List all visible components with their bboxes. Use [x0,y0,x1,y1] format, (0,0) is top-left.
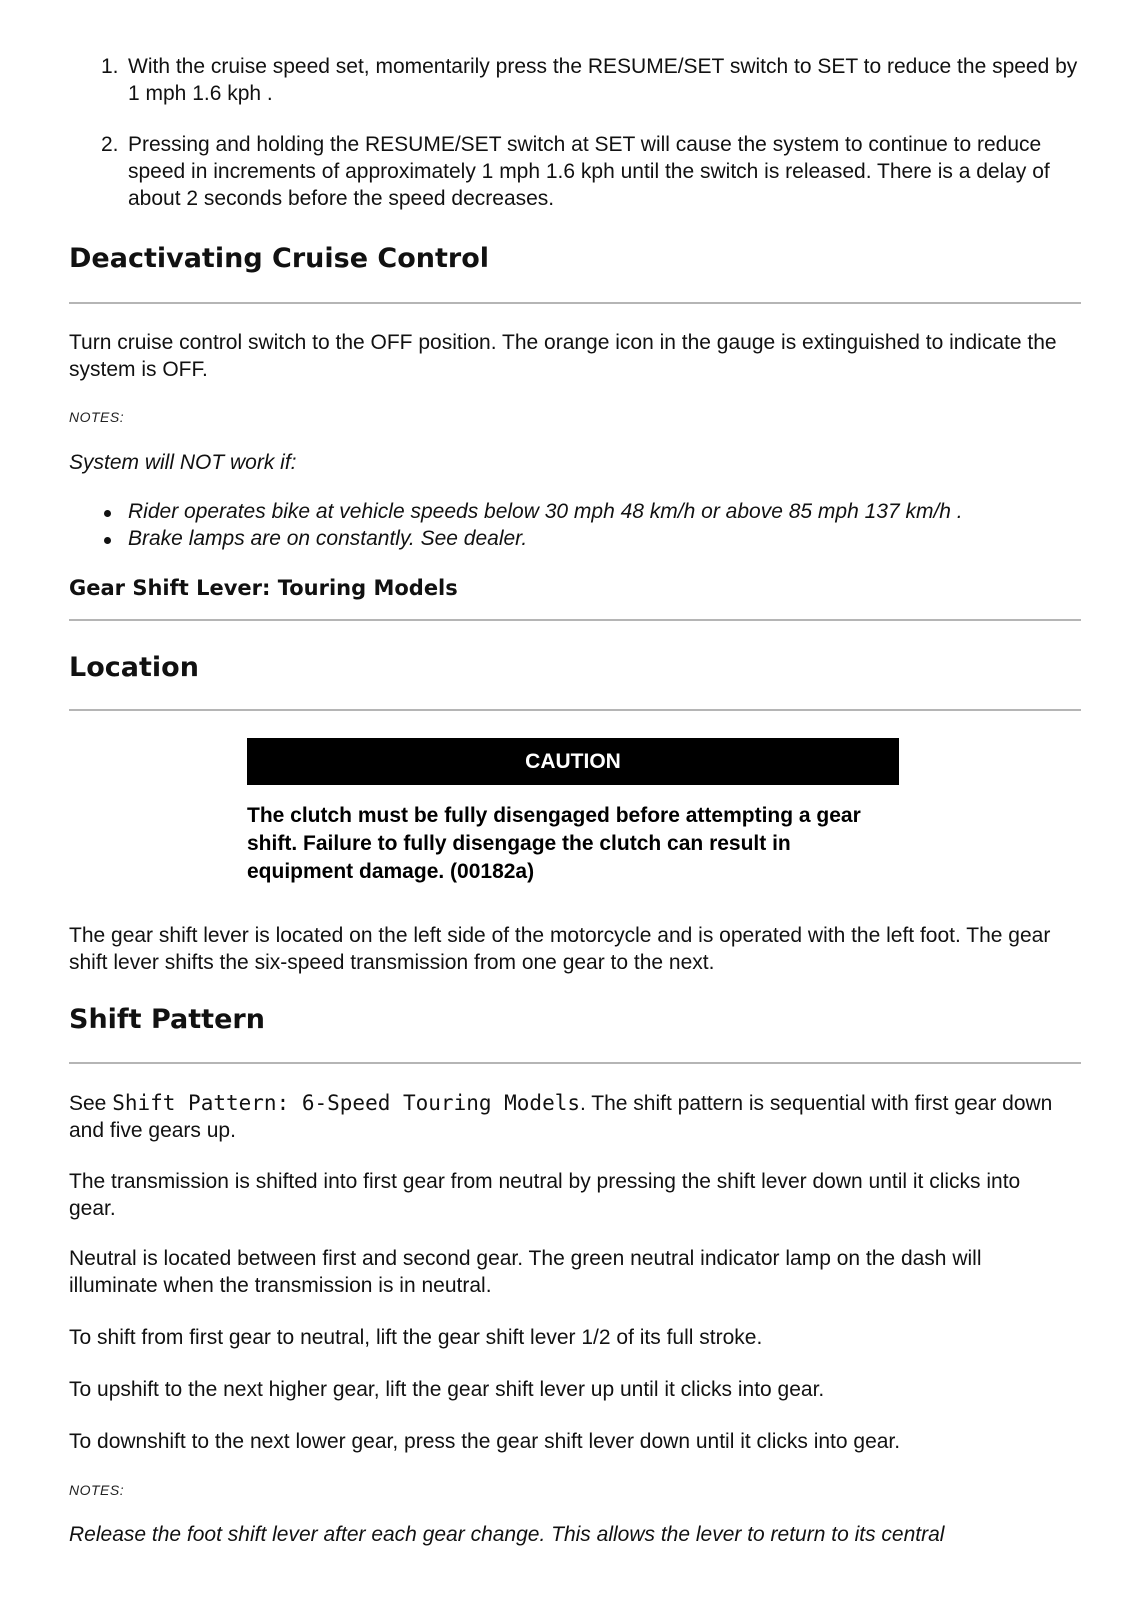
shift-paragraph: To shift from first gear to neutral, lift the gear shift lever 1/2 of its full stroke. [69,1326,763,1349]
shift-paragraph: To downshift to the next lower gear, press the gear shift lever down until it clicks into gear. [69,1430,901,1453]
intro-suffix: . The shift pattern is sequential with first gear down and five gears up. [69,1092,1053,1142]
section-heading-gear-shift: Gear Shift Lever: Touring Models [69,576,458,600]
section-heading-deactivating: Deactivating Cruise Control [69,243,490,274]
shift-paragraph: To upshift to the next higher gear, lift the gear shift lever up until it clicks into gear. [69,1378,825,1401]
step-list [90,53,1080,212]
step-text: With the cruise speed set, momentarily press the RESUME/SET switch to SET to reduce the speed by 1 mph 1.6 kph . [128,55,1078,105]
notes-label: NOTES: [69,409,125,425]
section-heading-location: Location [69,652,199,683]
section-divider [69,709,1081,711]
note-intro: System will NOT work if: [69,451,297,474]
intro-prefix: See [69,1092,113,1115]
shift-paragraph: Neutral is located between first and second gear. The green neutral indicator lamp on the dash will illuminate when the transmission is in neutral. [69,1247,982,1297]
step-item [90,131,1080,212]
bullet-icon [104,510,111,517]
section-divider [69,302,1081,304]
section-divider [69,619,1081,621]
location-paragraph: The gear shift lever is located on the left side of the motorcycle and is operated with the left foot. The gear shift lever shifts the six-speed transmission from one gear to the next. [69,924,1051,974]
step-number: 1. [101,55,119,78]
section-heading-shift-pattern: Shift Pattern [69,1004,265,1035]
step-item [90,53,1080,107]
step-number: 2. [101,133,119,156]
step-text: Pressing and holding the RESUME/SET switch at SET will cause the system to continue to reduce speed in increments of approximately 1 mph 1.6 kph until the switch is released. There is a delay of about 2 seconds before the speed decreases. [128,133,1050,210]
caution-text: The clutch must be fully disengaged before attempting a gear shift. Failure to fully disengage the clutch can result in equipment damage. (00182a) [247,804,861,883]
shift-note-text: Release the foot shift lever after each gear change. This allows the lever to return to its central [69,1523,945,1546]
list-item [100,498,1080,525]
shift-paragraph: The transmission is shifted into first gear from neutral by pressing the shift lever down until it clicks into gear. [69,1170,1021,1220]
section-divider [69,1062,1081,1064]
note-item-text: Rider operates bike at vehicle speeds below 30 mph 48 km/h or above 85 mph 137 km/h . [128,500,963,523]
bullet-icon [104,537,111,544]
note-bullet-list [100,498,1080,552]
deactivating-paragraph: Turn cruise control switch to the OFF position. The orange icon in the gauge is extinguished to indicate the system is OFF. [69,331,1057,381]
notes-label: NOTES: [69,1482,125,1498]
cross-reference-link[interactable]: Shift Pattern: 6-Speed Touring Models [112,1091,580,1115]
list-item [100,525,1080,552]
caution-banner: CAUTION [247,738,899,785]
shift-pattern-intro [69,1090,1069,1144]
note-item-text: Brake lamps are on constantly. See dealer. [128,527,528,550]
